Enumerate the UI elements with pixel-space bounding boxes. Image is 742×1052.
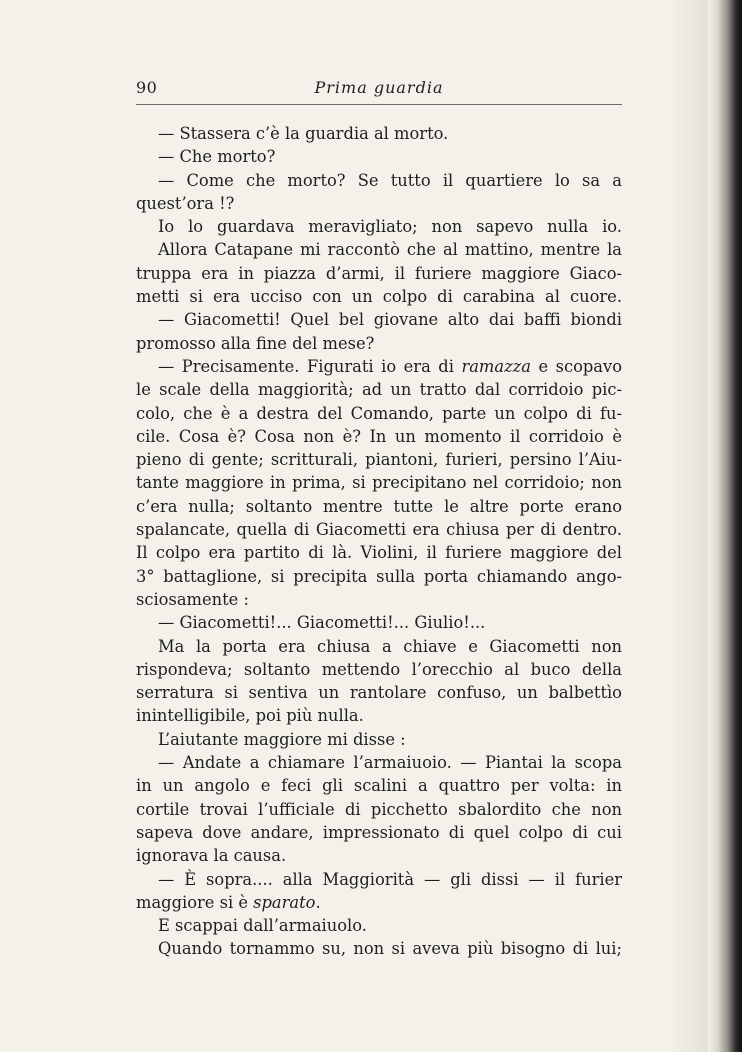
text-line: L’aiutante maggiore mi disse : — [158, 729, 406, 749]
page-header — [136, 78, 622, 104]
text-line: metti si era ucciso con un colpo di carabina al cuore. — [136, 287, 622, 307]
text-line: 3° battaglione, si precipita sulla porta chiamando ango- — [136, 566, 622, 586]
text-line: truppa era in piazza d’armi, il furiere maggiore Giaco- — [136, 263, 622, 283]
text-line: — Giacometti!... Giacometti!... Giulio!... — [158, 613, 486, 633]
text-line: Io lo guardava meravigliato; non sapevo nulla io. — [158, 217, 622, 237]
text-line: in un angolo e feci gli scalini a quattro per volta: in — [136, 776, 622, 796]
text-line: — Andate a chiamare l’armaiuoio. — Piantai la scopa — [158, 753, 622, 773]
text-line: Allora Catapane mi raccontò che al mattino, mentre la — [158, 240, 622, 260]
text-line: quest’ora !? — [136, 193, 235, 213]
italic-word: sparato — [253, 892, 316, 912]
text-run: — Precisamente. Figurati io era di — [158, 356, 462, 376]
text-line: c’era nulla; soltanto mentre tutte le altre porte erano — [136, 496, 622, 516]
running-title: Prima guardia — [314, 78, 444, 97]
text-line: pieno di gente; scritturali, piantoni, furieri, persino l’Aiu- — [136, 450, 622, 470]
text-line: cortile trovai l’ufficiale di picchetto sbalordito che non — [136, 799, 622, 819]
text-line: le scale della maggiorità; ad un tratto dal corridoio pic- — [136, 380, 622, 400]
text-line: inintelligibile, poi più nulla. — [136, 706, 364, 726]
text-run: . — [315, 892, 321, 912]
page-gutter-shadow — [668, 0, 708, 1052]
text-line — [136, 891, 622, 914]
text-line: tante maggiore in prima, si precipitano nel corridoio; non — [136, 473, 622, 493]
italic-word: ramazza — [461, 356, 531, 376]
book-binding-edge — [708, 0, 742, 1052]
text-line: — Che morto? — [158, 147, 276, 167]
text-line: sciosamente : — [136, 589, 249, 609]
text-line: rispondeva; soltanto mettendo l’orecchio al buco della — [136, 659, 622, 679]
text-line: colo, che è a destra del Comando, parte un colpo di fu- — [136, 403, 622, 423]
text-run: maggiore si è — [136, 892, 254, 912]
text-line: spalancate, quella di Giacometti era chiusa per di dentro. — [136, 520, 622, 540]
text-line — [136, 355, 622, 378]
text-line: Ma la porta era chiusa a chiave e Giacometti non — [158, 636, 622, 656]
text-line: cile. Cosa è? Cosa non è? In un momento il corridoio è — [136, 426, 622, 446]
text-line: sapeva dove andare, impressionato di quel colpo di cui — [136, 822, 622, 842]
text-line: — Come che morto? Se tutto il quartiere lo sa a — [158, 170, 622, 190]
page-number: 90 — [136, 78, 158, 97]
text-line: ignorava la causa. — [136, 846, 287, 866]
text-line: promosso alla fine del mese? — [136, 333, 375, 353]
text-line: serratura si sentiva un rantolare confuso, un balbettìo — [136, 683, 622, 703]
text-line: E scappai dall’armaiuolo. — [158, 916, 367, 936]
text-run: e scopavo — [530, 356, 622, 376]
text-line: — Giacometti! Quel bel giovane alto dai baffi biondi — [158, 310, 622, 330]
text-line: Quando tornammo su, non si aveva più bisogno di lui; — [158, 939, 622, 959]
text-line: — È sopra.... alla Maggiorità — gli dissi — il furier — [158, 869, 622, 889]
text-line: — Stassera c’è la guardia al morto. — [158, 124, 449, 143]
text-line: Il colpo era partito di là. Violini, il furiere maggiore del — [136, 543, 622, 563]
body-text — [136, 122, 622, 961]
header-rule — [136, 104, 622, 105]
